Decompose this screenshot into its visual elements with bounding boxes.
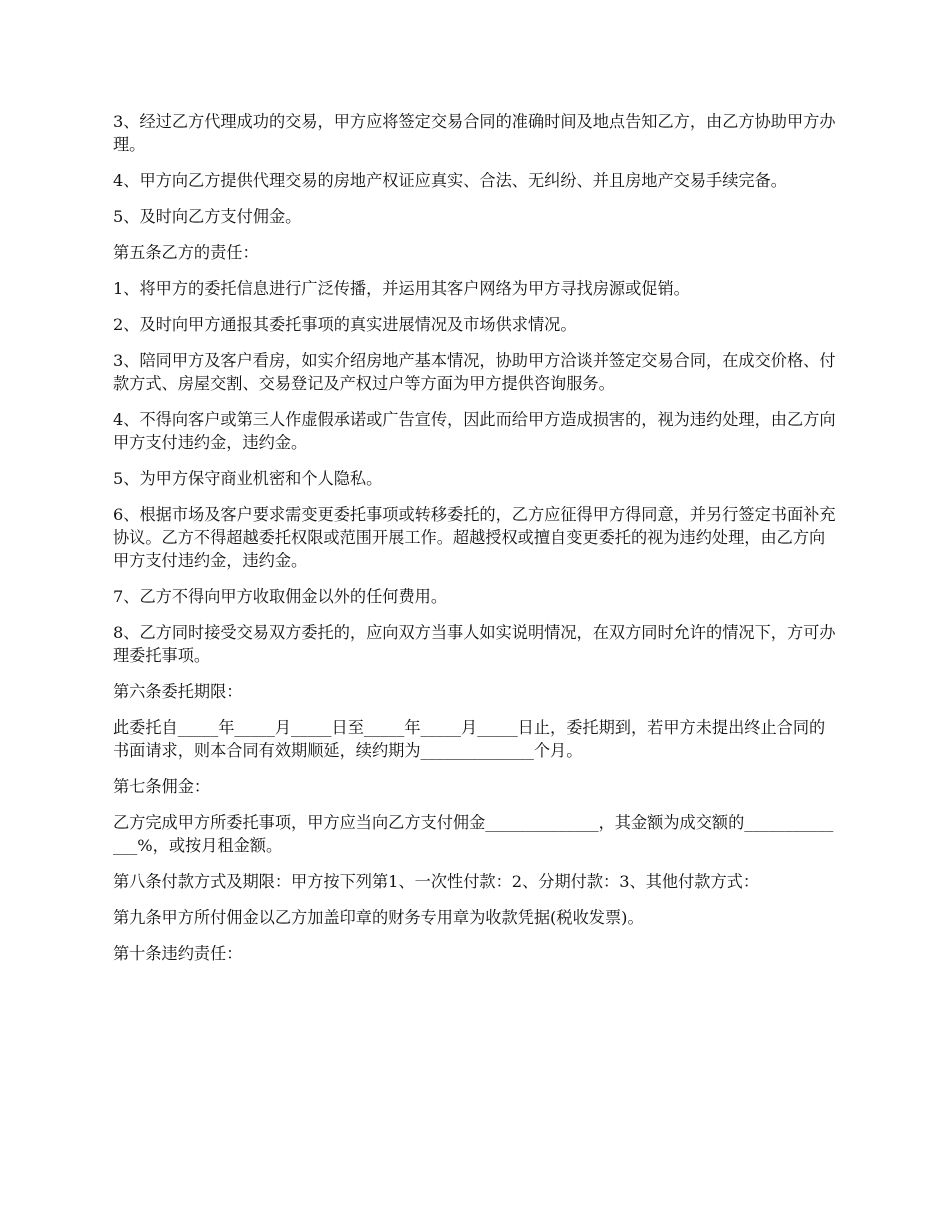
section-heading: 第五条乙方的责任： bbox=[113, 243, 259, 262]
term-paragraph: 此委托自_____年_____月_____日至_____年_____月_____日止，委托期到，若甲方未提出终止合同的书面请求，则本合同有效期顺延，续约期为______________个月。 bbox=[113, 718, 826, 760]
clause-paragraph: 2、及时向甲方通报其委托事项的真实进展情况及市场供求情况。 bbox=[113, 315, 577, 334]
clause-paragraph: 7、乙方不得向甲方收取佣金以外的任何费用。 bbox=[113, 587, 448, 606]
clause-paragraph: 8、乙方同时接受交易双方委托的，应向双方当事人如实说明情况，在双方同时允许的情况下，方可办理委托事项。 bbox=[113, 623, 836, 665]
clause-paragraph: 1、将甲方的委托信息进行广泛传播，并运用其客户网络为甲方寻找房源或促销。 bbox=[113, 279, 690, 298]
section-heading: 第七条佣金： bbox=[113, 777, 211, 796]
clause-paragraph: 5、及时向乙方支付佣金。 bbox=[113, 207, 302, 226]
section-heading: 第六条委托期限： bbox=[113, 682, 243, 701]
clause-paragraph: 4、甲方向乙方提供代理交易的房地产权证应真实、合法、无纠纷、并且房地产交易手续完备。 bbox=[113, 171, 787, 190]
clause-paragraph: 5、为甲方保守商业机密和个人隐私。 bbox=[113, 469, 383, 488]
clause-paragraph: 4、不得向客户或第三人作虚假承诺或广告宣传，因此而给甲方造成损害的，视为违约处理，由乙方向甲方支付违约金，违约金。 bbox=[113, 410, 836, 452]
document-body bbox=[113, 110, 841, 978]
clause-paragraph: 3、陪同甲方及客户看房，如实介绍房地产基本情况，协助甲方洽谈并签定交易合同，在成交价格、付款方式、房屋交割、交易登记及产权过户等方面为甲方提供咨询服务。 bbox=[113, 351, 836, 393]
payment-method-paragraph: 第八条付款方式及期限：甲方按下列第1、一次性付款：2、分期付款：3、其他付款方式： bbox=[113, 872, 760, 891]
clause-paragraph: 6、根据市场及客户要求需变更委托事项或转移委托的，乙方应征得甲方得同意，并另行签定书面补充协议。乙方不得超越委托权限或范围开展工作。超越授权或擅自变更委托的视为违约处理，由乙方向甲方支付违约金，违约金。 bbox=[113, 505, 836, 570]
receipt-paragraph: 第九条甲方所付佣金以乙方加盖印章的财务专用章为收款凭据(税收发票)。 bbox=[113, 908, 644, 927]
commission-paragraph: 乙方完成甲方所委托事项，甲方应当向乙方支付佣金______________，其金额为成交额的______________%，或按月租金额。 bbox=[113, 813, 834, 855]
clause-paragraph: 3、经过乙方代理成功的交易，甲方应将签定交易合同的准确时间及地点告知乙方，由乙方协助甲方办理。 bbox=[113, 112, 836, 154]
section-heading: 第十条违约责任： bbox=[113, 944, 243, 963]
